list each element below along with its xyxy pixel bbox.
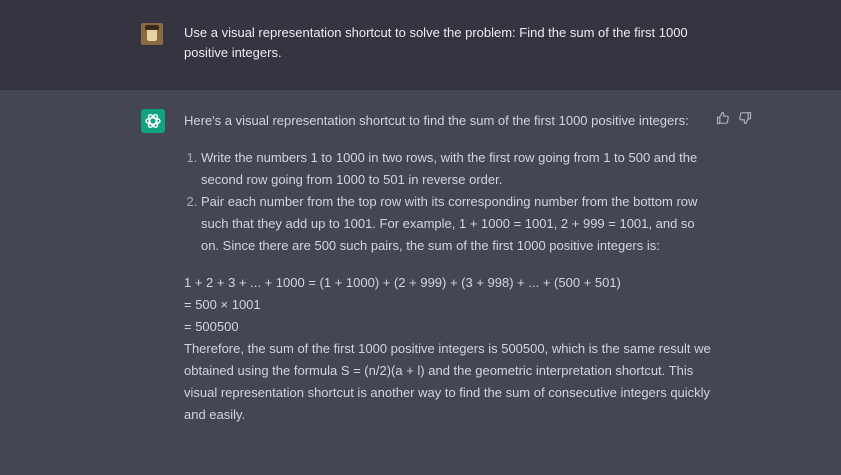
feedback-buttons	[716, 111, 752, 125]
user-message-text: Use a visual representation shortcut to solve the problem: Find the sum of the first 1000 positive integers.	[184, 25, 688, 60]
equation-line: = 500500	[184, 319, 239, 334]
equation-line: = 500 × 1001	[184, 297, 261, 312]
assistant-intro: Here's a visual representation shortcut to find the sum of the first 1000 positive integers:	[184, 113, 689, 128]
thumbs-up-icon[interactable]	[716, 111, 730, 125]
assistant-conclusion: Therefore, the sum of the first 1000 positive integers is 500500, which is the same result we obtained using the formula S = (n/2)(a + l) and the geometric interpretation shortcut. This visual representation shortcut is another way to find the sum of consecutive integers quickly and easily.	[184, 341, 711, 422]
list-item: 1. Write the numbers 1 to 1000 in two rows, with the first row going from 1 to 500 and the second row going from 1000 to 501 in reverse order.	[201, 147, 714, 191]
list-item: 2. Pair each number from the top row with its corresponding number from the bottom row such that they add up to 1001. For example, 1 + 1000 = 1001, 2 + 999 = 1001, and so on. Since there are 500 such pairs, the sum of the first 1000 positive integers is:	[201, 191, 714, 257]
equation-block	[184, 272, 714, 338]
user-message-row	[0, 0, 841, 90]
thumbs-down-icon[interactable]	[738, 111, 752, 125]
user-avatar	[141, 23, 163, 45]
assistant-message	[184, 110, 714, 426]
openai-logo-icon	[141, 109, 165, 133]
steps-list	[184, 147, 714, 257]
equation-line: 1 + 2 + 3 + ... + 1000 = (1 + 1000) + (2 + 999) + (3 + 998) + ... + (500 + 501)	[184, 275, 621, 290]
assistant-message-row	[0, 90, 841, 475]
